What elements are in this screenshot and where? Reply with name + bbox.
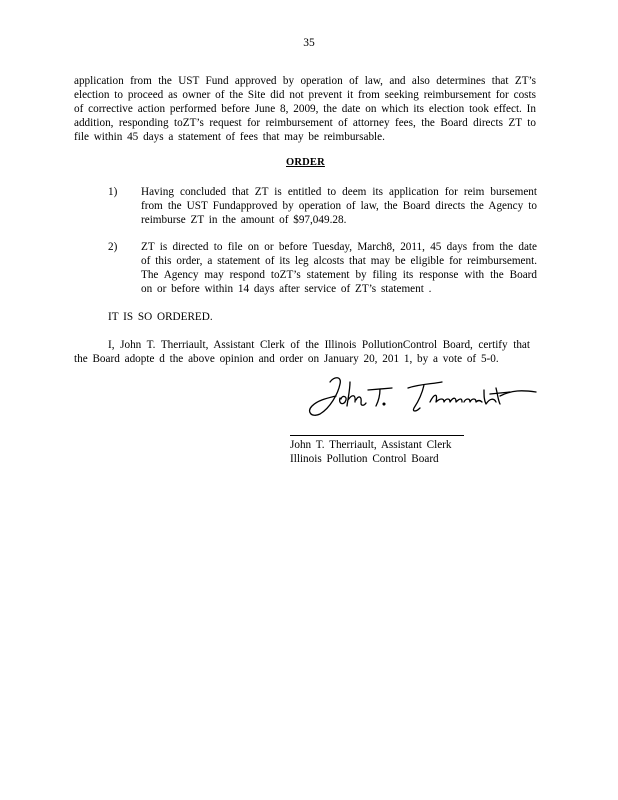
order-item-body bbox=[141, 185, 537, 227]
certification-line: I, John T. Therriault, Assistant Clerk of the Illinois PollutionControl Board, certify that bbox=[108, 339, 530, 351]
signer-name-title: John T. Therriault, Assistant Clerk bbox=[290, 439, 452, 451]
order-item-line: reimburse ZT in the amount of $97,049.28. bbox=[141, 214, 347, 226]
signature-rule bbox=[290, 435, 464, 436]
intro-line: file within 45 days a statement of fees that may be reimbursable. bbox=[74, 131, 385, 143]
order-item-line: The Agency may respond toZT’s statement by filing its response with the Board bbox=[141, 269, 537, 281]
so-ordered-text: IT IS SO ORDERED. bbox=[108, 311, 213, 323]
order-item-line: of this order, a statement of its leg alcosts that may be eligible for reimbursement. bbox=[141, 255, 537, 267]
signer-organization: Illinois Pollution Control Board bbox=[290, 453, 439, 465]
order-item-line: ZT is directed to file on or before Tuesday, March8, 2011, 45 days from the date bbox=[141, 241, 537, 253]
order-item-number: 2) bbox=[108, 241, 118, 253]
order-item-number: 1) bbox=[108, 186, 118, 198]
page-number: 35 bbox=[303, 37, 315, 49]
certification-line: the Board adopte d the above opinion and order on January 20, 201 1, by a vote of 5-0. bbox=[74, 353, 499, 365]
order-item-body bbox=[141, 240, 537, 296]
order-item-line: from the UST Fundapproved by operation of law, the Board directs the Agency to bbox=[141, 200, 537, 212]
intro-line: election to proceed as owner of the Site did not prevent it from seeking reimbursement for costs bbox=[74, 89, 536, 101]
order-heading: ORDER bbox=[286, 157, 325, 168]
handwritten-signature bbox=[300, 368, 550, 428]
signature-block bbox=[290, 438, 510, 466]
intro-line: addition, responding toZT’s request for reimbursement of attorney fees, the Board directs ZT to bbox=[74, 117, 536, 129]
intro-paragraph bbox=[74, 74, 536, 144]
intro-line: application from the UST Fund approved by operation of law, and also determines that ZT’s bbox=[74, 75, 536, 87]
intro-line: of corrective action performed before June 8, 2009, the date on which its election took effect. In bbox=[74, 103, 536, 115]
order-item-line: on or before within 14 days after service of ZT’s statement . bbox=[141, 283, 432, 295]
order-item-line: Having concluded that ZT is entitled to deem its application for reim bursement bbox=[141, 186, 537, 198]
certification-paragraph bbox=[74, 338, 530, 366]
